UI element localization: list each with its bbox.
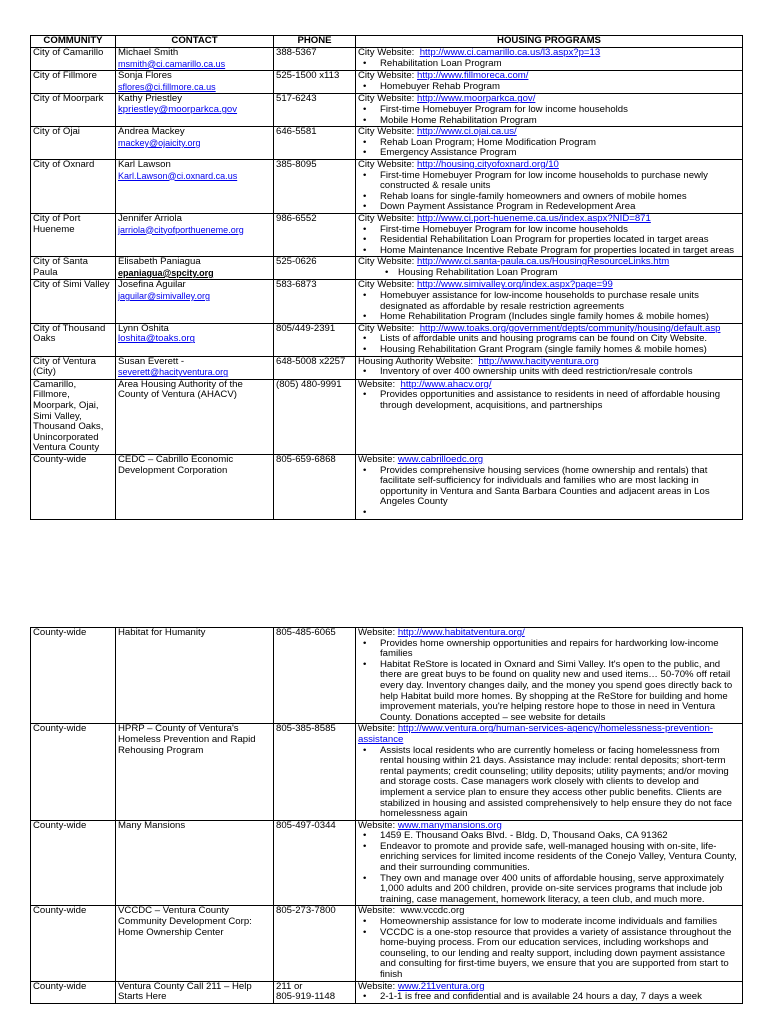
program-list	[358, 268, 740, 279]
phone-cell: 385-8095	[274, 159, 356, 213]
program-item: • Home Rehabilitation Program (Includes single family homes & mobile homes)	[380, 312, 740, 323]
website-label: Website:	[358, 820, 396, 831]
program-list	[358, 992, 740, 1003]
contact-name: Kathy Priestley	[118, 93, 182, 105]
contact-cell: HPRP – County of Ventura's Homeless Prevention and Rapid Rehousing Program	[116, 724, 274, 820]
community-cell: City of Ventura (City)	[31, 356, 116, 379]
phone-cell: 525-1500 x113	[274, 71, 356, 94]
contact-name: Susan Everett -	[118, 356, 185, 367]
program-item: • Homebuyer assistance for low-income households to purchase resale units designated as affordable by resale restriction agreements	[380, 291, 740, 312]
website-label: Website:	[358, 379, 396, 390]
contact-name: Karl Lawson	[118, 159, 171, 170]
program-item: • Lists of affordable units and housing programs can be found on City Website.	[380, 334, 740, 345]
community-cell: County-wide	[31, 454, 116, 519]
website-link[interactable]: http://www.toaks.org/government/depts/community/housing/default.asp	[419, 323, 721, 334]
phone-cell: 805-485-6065	[274, 628, 356, 724]
phone-cell: 648-5008 x2257	[274, 356, 356, 379]
program-item: • VCCDC is a one-stop resource that provides a variety of assistance throughout the home-buying process. From our education services, including workshops and counseling, to our lending and realty support, including down payment assistance and consulting for first-time buyers, we ensure that you are supported from start to finish	[380, 928, 740, 981]
phone-line-2: 805-919-1148	[276, 991, 336, 1003]
website-label: Website:	[358, 627, 396, 638]
program-item: • Down Payment Assistance Program in Redevelopment Area	[380, 202, 740, 213]
program-item: • Rehab Loan Program; Home Modification Program	[380, 138, 740, 149]
program-item: • First-time Homebuyer Program for low income households	[380, 105, 740, 116]
website-label: Website:	[358, 905, 396, 917]
contact-name: Josefina Aguilar	[118, 279, 186, 291]
website-label: Housing Authority Website:	[358, 356, 474, 367]
website-link[interactable]: http://www.ci.santa-paula.ca.us/HousingResourceLinks.htm	[417, 256, 670, 268]
table-row	[31, 71, 743, 94]
contact-email-link[interactable]: sflores@ci.fillmore.ca.us	[118, 81, 216, 92]
programs-cell	[356, 280, 743, 323]
phone-cell: 517-6243	[274, 94, 356, 127]
contact-name: Jennifer Arriola	[118, 213, 182, 224]
community-cell: City of Port Hueneme	[31, 213, 116, 256]
website-link[interactable]: http://www.ventura.org/human-services-agency/homelessness-prevention-assistance	[358, 723, 713, 745]
header-programs: HOUSING PROGRAMS	[356, 36, 743, 48]
website-label: City Website:	[358, 70, 415, 82]
website-link[interactable]: http://www.habitatventura.org/	[397, 627, 525, 638]
website-link[interactable]: www.211ventura.org	[397, 981, 485, 992]
community-cell: County-wide	[31, 820, 116, 906]
website-label: Website:	[358, 723, 396, 735]
table-row	[31, 906, 743, 981]
program-item: • They own and manage over 400 units of affordable housing, serve approximately 1,000 adults and 200 children, provide on-site services programs that include job training, case management, homework literacy, a teen club, and much more.	[380, 874, 740, 906]
website-label: City Website:	[358, 159, 415, 170]
programs-cell	[356, 159, 743, 213]
contact-name: Lynn Oshita	[118, 323, 169, 334]
programs-cell	[356, 906, 743, 981]
website-line	[358, 628, 740, 639]
contact-cell	[116, 48, 274, 71]
programs-cell	[356, 981, 743, 1003]
website-label: City Website:	[358, 323, 415, 334]
program-item: • Habitat ReStore is located in Oxnard and Simi Valley. It's open to the public, and there are great buys to be found on quality new and used items… 50-70% off retail every day. Inventory changes daily, and the money you spend goes directly back to help Habitat build more homes. By shopping at the ReStore for building and home improvement materials, you're helping restore hope to those in need in Ventura County. Donations accepted – see website for details	[380, 660, 740, 724]
community-cell: City of Oxnard	[31, 159, 116, 213]
table-row	[31, 127, 743, 160]
contact-email-link[interactable]: mackey@ojaicity.org	[118, 137, 201, 148]
phone-cell: 805/449-2391	[274, 323, 356, 356]
programs-cell	[356, 213, 743, 256]
table-row	[31, 48, 743, 71]
contact-cell: Area Housing Authority of the County of Ventura (AHACV)	[116, 379, 274, 454]
program-item: • Provides home ownership opportunities and repairs for hardworking low-income families	[380, 639, 740, 660]
contact-email-link[interactable]: msmith@ci.camarillo.ca.us	[118, 58, 226, 69]
table-row	[31, 454, 743, 519]
website-line	[358, 214, 740, 225]
community-cell: Camarillo, Fillmore, Moorpark, Ojai, Simi Valley, Thousand Oaks, Unincorporated Ventura County	[31, 379, 116, 454]
table-row	[31, 628, 743, 724]
website-link[interactable]: www.manymansions.org	[397, 820, 502, 831]
community-cell: City of Ojai	[31, 127, 116, 160]
community-cell: City of Santa Paula	[31, 257, 116, 280]
website-line	[358, 455, 740, 466]
contact-cell: Habitat for Humanity	[116, 628, 274, 724]
programs-cell	[356, 628, 743, 724]
programs-cell	[356, 356, 743, 379]
community-cell: County-wide	[31, 906, 116, 981]
program-item: • Provides opportunities and assistance to residents in need of affordable housing through development, acquisitions, and partnerships	[380, 390, 740, 411]
website-line	[358, 724, 740, 745]
community-cell: County-wide	[31, 724, 116, 820]
website-link[interactable]: www.cabrilloedc.org	[397, 454, 484, 465]
phone-cell: 388-5367	[274, 48, 356, 71]
website-link[interactable]: http://www.simivalley.org/index.aspx?page=99	[417, 279, 613, 291]
website-link[interactable]: http://www.ci.ojai.ca.us/	[417, 126, 517, 138]
contact-cell: CEDC – Cabrillo Economic Development Corporation	[116, 454, 274, 519]
programs-cell	[356, 454, 743, 519]
program-list	[358, 466, 740, 519]
phone-cell: 805-659-6868	[274, 454, 356, 519]
website-label: City Website:	[358, 47, 415, 58]
website-label: City Website:	[358, 256, 415, 268]
website-link[interactable]: http://www.ci.port-hueneme.ca.us/index.aspx?NID=871	[417, 213, 651, 224]
housing-programs-table-page-1	[30, 35, 743, 520]
program-item: • Housing Rehabilitation Grant Program (single family homes & mobile homes)	[380, 345, 740, 356]
program-item: • First-time Homebuyer Program for low income households	[380, 225, 740, 236]
phone-cell: (805) 480-9991	[274, 379, 356, 454]
program-list	[358, 138, 740, 159]
programs-cell	[356, 127, 743, 160]
program-list	[358, 59, 740, 70]
table-row	[31, 820, 743, 906]
community-cell: County-wide	[31, 628, 116, 724]
contact-cell	[116, 159, 274, 213]
contact-cell: Many Mansions	[116, 820, 274, 906]
program-list	[358, 82, 740, 93]
program-item: • Provides comprehensive housing services (home ownership and rentals) that facilitate self-sufficiency for individuals and families who are most lacking in opportunity in Ventura and Santa Barbara Counties and adjacent areas in Los Angeles County	[380, 466, 740, 508]
table-row	[31, 724, 743, 820]
community-cell: City of Fillmore	[31, 71, 116, 94]
table-row	[31, 94, 743, 127]
program-list	[358, 291, 740, 323]
contact-name: Andrea Mackey	[118, 126, 185, 138]
program-item: • Homeownership assistance for low to moderate income individuals and families	[380, 917, 740, 928]
phone-cell: 805-497-0344	[274, 820, 356, 906]
programs-cell	[356, 71, 743, 94]
program-list	[358, 639, 740, 724]
program-list	[358, 831, 740, 905]
contact-cell	[116, 280, 274, 323]
program-item-empty	[380, 508, 740, 519]
table-row	[31, 257, 743, 280]
contact-email-link[interactable]: jarriola@cityofporthueneme.org	[118, 224, 244, 235]
phone-cell: 525-0626	[274, 257, 356, 280]
contact-cell	[116, 71, 274, 94]
phone-cell: 805-385-8585	[274, 724, 356, 820]
program-item: • Homebuyer Rehab Program	[380, 82, 740, 93]
program-list	[358, 746, 740, 820]
contact-email-link[interactable]: loshita@toaks.org	[118, 333, 195, 345]
contact-email-link[interactable]: jaguilar@simivalley.org	[118, 291, 210, 302]
website-label: City Website:	[358, 279, 415, 291]
program-item: • Housing Rehabilitation Loan Program	[398, 268, 740, 279]
contact-cell	[116, 213, 274, 256]
header-row	[31, 36, 743, 48]
website-link[interactable]: http://www.fillmoreca.com/	[417, 70, 529, 82]
contact-name: Michael Smith	[118, 47, 179, 58]
programs-cell	[356, 323, 743, 356]
program-item: • 1459 E. Thousand Oaks Blvd. - Bldg. D, Thousand Oaks, CA 91362	[380, 831, 740, 842]
program-item: • Rehab loans for single-family homeowners and owners of mobile homes	[380, 192, 740, 203]
contact-cell: Ventura County Call 211 – Help Starts Here	[116, 981, 274, 1003]
website-link[interactable]: http://www.ci.camarillo.ca.us/l3.aspx?p=13	[419, 47, 601, 58]
community-cell: County-wide	[31, 981, 116, 1003]
header-phone: PHONE	[274, 36, 356, 48]
contact-name: Elisabeth Paniagua	[118, 256, 201, 268]
website-link[interactable]: http://www.moorparkca.gov/	[417, 93, 536, 105]
programs-cell	[356, 48, 743, 71]
website-line	[358, 160, 740, 171]
contact-name: Sonja Flores	[118, 70, 172, 82]
table-row	[31, 213, 743, 256]
website-label: City Website:	[358, 93, 415, 105]
website-line	[358, 48, 740, 59]
contact-email-link[interactable]: kpriestley@moorparkca.gov	[118, 103, 238, 115]
program-list	[358, 334, 740, 355]
program-item: • Inventory of over 400 ownership units with deed restriction/resale controls	[380, 367, 740, 378]
program-list	[358, 390, 740, 411]
website-label: Website:	[358, 981, 396, 992]
contact-cell	[116, 323, 274, 356]
contact-cell	[116, 257, 274, 280]
header-community: COMMUNITY	[31, 36, 116, 48]
table-row	[31, 379, 743, 454]
program-item: • Mobile Home Rehabilitation Program	[380, 116, 740, 127]
phone-cell	[274, 981, 356, 1003]
table-row	[31, 159, 743, 213]
program-list	[358, 225, 740, 257]
program-item: • Home Maintenance Incentive Rebate Program for properties located in target areas	[380, 246, 740, 257]
program-item: • Assists local residents who are currently homeless or facing homelessness from rental housing within 21 days. Assistance may include: rental deposits; short-term rental payments; credit counseling; utility deposits; utility payments; and/or moving and storage costs. Case managers work closely with clients to develop and implement a service plan to ensure they access other public benefits. Clients are stabilized in housing and assisted comprehensively to help ensure they do not face homelessness again	[380, 746, 740, 820]
website-link[interactable]: http://housing.cityofoxnard.org/10	[417, 159, 559, 170]
website-label: City Website:	[358, 213, 415, 224]
contact-email-link[interactable]: Karl.Lawson@ci.oxnard.ca.us	[118, 170, 238, 181]
contact-cell	[116, 127, 274, 160]
community-cell: City of Moorpark	[31, 94, 116, 127]
phone-cell: 805-273-7800	[274, 906, 356, 981]
website-label: City Website:	[358, 126, 415, 138]
program-list	[358, 171, 740, 213]
program-item: • Emergency Assistance Program	[380, 148, 740, 159]
program-list	[358, 105, 740, 126]
program-item: • 2-1-1 is free and confidential and is available 24 hours a day, 7 days a week	[380, 992, 740, 1003]
program-list	[358, 367, 740, 378]
community-cell: City of Camarillo	[31, 48, 116, 71]
program-list	[358, 917, 740, 981]
contact-cell	[116, 94, 274, 127]
contact-cell	[116, 356, 274, 379]
programs-cell	[356, 379, 743, 454]
community-cell: City of Simi Valley	[31, 280, 116, 323]
program-item: • Residential Rehabilitation Loan Program for properties located in target areas	[380, 235, 740, 246]
contact-cell: VCCDC – Ventura County Community Development Corp: Home Ownership Center	[116, 906, 274, 981]
website-label: Website:	[358, 454, 396, 465]
contact-email-link[interactable]: severett@hacityventura.org	[118, 367, 229, 378]
program-item: • Rehabilitation Loan Program	[380, 59, 740, 70]
housing-programs-table-page-2	[30, 627, 743, 1004]
contact-email: epaniagua@spcity.org	[118, 267, 214, 278]
program-item: • First-time Homebuyer Program for low income households to purchase newly constructed & resale units	[380, 171, 740, 192]
phone-cell: 646-5581	[274, 127, 356, 160]
website-link[interactable]: http://www.ahacv.org/	[400, 379, 492, 390]
table-row	[31, 356, 743, 379]
phone-cell: 583-6873	[274, 280, 356, 323]
programs-cell	[356, 94, 743, 127]
website-link[interactable]: http://www.hacityventura.org	[478, 356, 599, 367]
table-row	[31, 280, 743, 323]
header-contact: CONTACT	[116, 36, 274, 48]
community-cell: City of Thousand Oaks	[31, 323, 116, 356]
programs-cell	[356, 820, 743, 906]
website-text: www.vccdc.org	[400, 905, 465, 917]
programs-cell	[356, 257, 743, 280]
table-row	[31, 981, 743, 1003]
table-row	[31, 323, 743, 356]
phone-cell: 986-6552	[274, 213, 356, 256]
phone-line-1: 211 or	[276, 981, 303, 992]
program-item: • Endeavor to promote and provide safe, well-managed housing with on-site, life-enriching services for limited income residents of the Conejo Valley, Ventura County, and their surrounding communities.	[380, 842, 740, 874]
programs-cell	[356, 724, 743, 820]
